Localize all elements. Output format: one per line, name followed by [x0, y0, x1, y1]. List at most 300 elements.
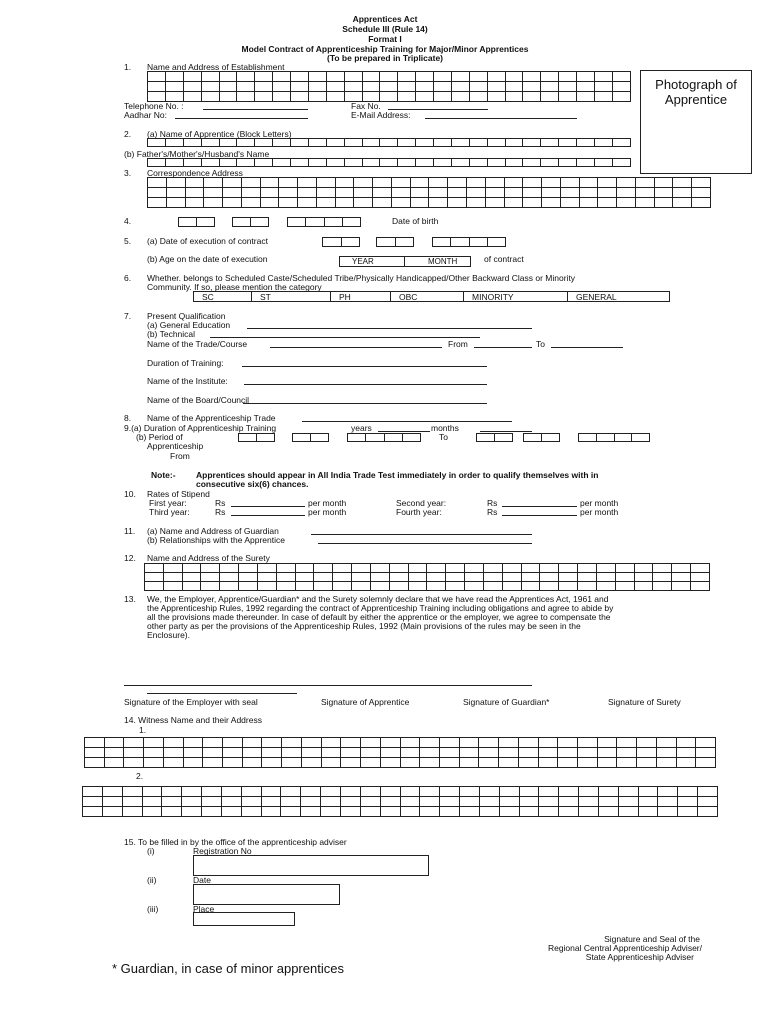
grid-cell[interactable] — [326, 139, 344, 147]
grid-cell[interactable] — [242, 758, 262, 768]
grid-cell[interactable] — [276, 573, 295, 582]
grid-cell[interactable] — [434, 159, 452, 167]
grid-cell[interactable] — [360, 807, 380, 817]
grid-cell[interactable] — [326, 159, 344, 167]
grid-cell[interactable] — [220, 564, 239, 573]
grid-cell[interactable] — [185, 198, 204, 208]
grid-cell[interactable] — [578, 564, 597, 573]
grid-cell[interactable] — [201, 159, 219, 167]
grid-cell[interactable] — [560, 178, 579, 188]
grid-cell[interactable] — [183, 159, 201, 167]
grid-cell[interactable] — [519, 787, 539, 797]
grid-cell[interactable] — [276, 582, 295, 591]
grid-cell[interactable] — [163, 573, 182, 582]
third-year-field[interactable] — [231, 515, 305, 516]
grid-cell[interactable] — [654, 178, 673, 188]
grid-cell[interactable] — [523, 178, 542, 188]
grid-cell[interactable] — [333, 582, 352, 591]
grid-cell[interactable] — [291, 82, 309, 92]
grid-cell[interactable] — [165, 72, 183, 82]
grid-cell[interactable] — [291, 92, 309, 102]
grid-cell[interactable] — [618, 807, 638, 817]
grid-cell[interactable] — [239, 434, 257, 442]
grid-cell[interactable] — [279, 198, 298, 208]
surety-grid[interactable] — [144, 563, 710, 591]
grid-cell[interactable] — [201, 92, 219, 102]
grid-cell[interactable] — [344, 92, 362, 102]
grid-cell[interactable] — [104, 758, 124, 768]
grid-cell[interactable] — [483, 582, 502, 591]
grid-cell[interactable] — [479, 758, 499, 768]
grid-cell[interactable] — [539, 787, 559, 797]
grid-cell[interactable] — [617, 198, 636, 208]
grid-cell[interactable] — [219, 82, 237, 92]
grid-cell[interactable] — [362, 72, 380, 82]
grid-cell[interactable] — [145, 564, 164, 573]
period-from-grid-3[interactable] — [347, 433, 421, 442]
grid-cell[interactable] — [377, 238, 396, 247]
grid-cell[interactable] — [341, 758, 361, 768]
grid-cell[interactable] — [301, 748, 321, 758]
grid-cell[interactable] — [440, 807, 460, 817]
grid-cell[interactable] — [459, 738, 479, 748]
grid-cell[interactable] — [420, 797, 440, 807]
grid-cell[interactable] — [505, 139, 523, 147]
grid-cell[interactable] — [144, 738, 164, 748]
grid-cell[interactable] — [221, 807, 241, 817]
grid-cell[interactable] — [361, 738, 381, 748]
grid-cell[interactable] — [370, 582, 389, 591]
grid-cell[interactable] — [308, 139, 326, 147]
grid-cell[interactable] — [673, 178, 692, 188]
grid-cell[interactable] — [366, 434, 384, 442]
grid-cell[interactable] — [352, 573, 371, 582]
grid-cell[interactable] — [122, 807, 142, 817]
grid-cell[interactable] — [559, 787, 579, 797]
years-field[interactable] — [378, 431, 430, 432]
grid-cell[interactable] — [389, 564, 408, 573]
grid-cell[interactable] — [298, 178, 317, 188]
grid-cell[interactable] — [308, 92, 326, 102]
grid-cell[interactable] — [182, 797, 202, 807]
grid-cell[interactable] — [321, 807, 341, 817]
grid-cell[interactable] — [241, 797, 261, 807]
grid-cell[interactable] — [344, 139, 362, 147]
grid-cell[interactable] — [295, 573, 314, 582]
grid-cell[interactable] — [577, 748, 597, 758]
grid-cell[interactable] — [416, 82, 434, 92]
grid-cell[interactable] — [519, 797, 539, 807]
grid-cell[interactable] — [612, 82, 630, 92]
grid-cell[interactable] — [559, 564, 578, 573]
trade-from-field[interactable] — [474, 347, 532, 348]
category-general[interactable]: GENERAL — [576, 291, 617, 302]
grid-cell[interactable] — [504, 178, 523, 188]
grid-cell[interactable] — [342, 218, 360, 227]
grid-cell[interactable] — [469, 82, 487, 92]
board-field[interactable] — [243, 403, 487, 404]
grid-cell[interactable] — [653, 564, 672, 573]
grid-cell[interactable] — [448, 188, 467, 198]
grid-cell[interactable] — [597, 758, 617, 768]
grid-cell[interactable] — [521, 564, 540, 573]
grid-cell[interactable] — [469, 139, 487, 147]
grid-cell[interactable] — [273, 92, 291, 102]
grid-cell[interactable] — [179, 218, 197, 227]
grid-cell[interactable] — [102, 787, 122, 797]
grid-cell[interactable] — [559, 139, 577, 147]
grid-cell[interactable] — [104, 748, 124, 758]
grid-cell[interactable] — [380, 82, 398, 92]
address-grid[interactable] — [147, 177, 711, 208]
grid-cell[interactable] — [656, 738, 676, 748]
grid-cell[interactable] — [673, 188, 692, 198]
grid-cell[interactable] — [221, 797, 241, 807]
grid-cell[interactable] — [612, 159, 630, 167]
grid-cell[interactable] — [380, 807, 400, 817]
grid-cell[interactable] — [596, 434, 614, 442]
category-obc[interactable]: OBC — [391, 292, 464, 301]
grid-cell[interactable] — [242, 738, 262, 748]
grid-cell[interactable] — [410, 188, 429, 198]
grid-cell[interactable] — [316, 198, 335, 208]
grid-cell[interactable] — [183, 139, 201, 147]
grid-cell[interactable] — [698, 807, 718, 817]
grid-cell[interactable] — [499, 787, 519, 797]
grid-cell[interactable] — [162, 807, 182, 817]
grid-cell[interactable] — [185, 188, 204, 198]
grid-cell[interactable] — [596, 573, 615, 582]
grid-cell[interactable] — [142, 807, 162, 817]
grid-cell[interactable] — [696, 758, 716, 768]
grid-cell[interactable] — [429, 198, 448, 208]
establishment-grid[interactable] — [147, 71, 631, 102]
grid-cell[interactable] — [439, 758, 459, 768]
grid-cell[interactable] — [85, 758, 105, 768]
grid-cell[interactable] — [541, 72, 559, 82]
grid-cell[interactable] — [541, 159, 559, 167]
grid-cell[interactable] — [384, 434, 402, 442]
grid-cell[interactable] — [165, 92, 183, 102]
grid-cell[interactable] — [465, 582, 484, 591]
grid-cell[interactable] — [440, 787, 460, 797]
category-minority[interactable]: MINORITY — [464, 292, 568, 301]
grid-cell[interactable] — [282, 738, 302, 748]
grid-cell[interactable] — [380, 139, 398, 147]
grid-cell[interactable] — [102, 807, 122, 817]
grid-cell[interactable] — [182, 582, 201, 591]
grid-cell[interactable] — [204, 198, 223, 208]
grid-cell[interactable] — [429, 178, 448, 188]
grid-cell[interactable] — [301, 738, 321, 748]
grid-cell[interactable] — [540, 582, 559, 591]
grid-cell[interactable] — [354, 198, 373, 208]
grid-cell[interactable] — [434, 82, 452, 92]
grid-cell[interactable] — [291, 72, 309, 82]
grid-cell[interactable] — [596, 564, 615, 573]
grid-cell[interactable] — [182, 573, 201, 582]
grid-cell[interactable] — [637, 738, 657, 748]
grid-cell[interactable] — [273, 139, 291, 147]
grid-cell[interactable] — [446, 573, 465, 582]
grid-cell[interactable] — [122, 787, 142, 797]
grid-cell[interactable] — [594, 139, 612, 147]
grid-cell[interactable] — [446, 564, 465, 573]
grid-cell[interactable] — [124, 748, 144, 758]
grid-cell[interactable] — [223, 758, 243, 768]
grid-cell[interactable] — [340, 807, 360, 817]
telephone-field[interactable] — [203, 109, 308, 110]
grid-cell[interactable] — [579, 807, 599, 817]
grid-cell[interactable] — [676, 758, 696, 768]
grid-cell[interactable] — [380, 738, 400, 748]
duration-field[interactable] — [242, 366, 487, 367]
second-year-field[interactable] — [502, 506, 577, 507]
grid-cell[interactable] — [344, 82, 362, 92]
grid-cell[interactable] — [223, 188, 242, 198]
grid-cell[interactable] — [672, 564, 691, 573]
grid-cell[interactable] — [673, 198, 692, 208]
grid-cell[interactable] — [237, 72, 255, 82]
period-to-grid-3[interactable] — [578, 433, 650, 442]
grid-cell[interactable] — [479, 797, 499, 807]
grid-cell[interactable] — [579, 198, 598, 208]
grid-cell[interactable] — [617, 758, 637, 768]
grid-cell[interactable] — [183, 82, 201, 92]
grid-cell[interactable] — [676, 748, 696, 758]
grid-cell[interactable] — [541, 92, 559, 102]
grid-cell[interactable] — [523, 139, 541, 147]
grid-cell[interactable] — [291, 139, 309, 147]
grid-cell[interactable] — [672, 582, 691, 591]
grid-cell[interactable] — [163, 738, 183, 748]
grid-cell[interactable] — [398, 92, 416, 102]
grid-cell[interactable] — [467, 188, 486, 198]
grid-cell[interactable] — [451, 92, 469, 102]
grid-cell[interactable] — [656, 748, 676, 758]
grid-cell[interactable] — [389, 573, 408, 582]
grid-cell[interactable] — [261, 787, 281, 797]
grid-cell[interactable] — [676, 738, 696, 748]
technical-field[interactable] — [210, 337, 480, 338]
grid-cell[interactable] — [451, 139, 469, 147]
father-name-grid[interactable] — [147, 158, 631, 167]
grid-cell[interactable] — [439, 748, 459, 758]
grid-cell[interactable] — [505, 82, 523, 92]
grid-cell[interactable] — [333, 573, 352, 582]
grid-cell[interactable] — [183, 738, 203, 748]
institute-field[interactable] — [244, 384, 487, 385]
grid-cell[interactable] — [612, 72, 630, 82]
grid-cell[interactable] — [282, 758, 302, 768]
age-box[interactable] — [339, 256, 471, 267]
guardian-relationship-field[interactable] — [318, 543, 532, 544]
grid-cell[interactable] — [427, 564, 446, 573]
grid-cell[interactable] — [465, 573, 484, 582]
grid-cell[interactable] — [361, 748, 381, 758]
grid-cell[interactable] — [83, 787, 103, 797]
grid-cell[interactable] — [400, 738, 420, 748]
grid-cell[interactable] — [335, 198, 354, 208]
grid-cell[interactable] — [656, 758, 676, 768]
grid-cell[interactable] — [499, 758, 519, 768]
grid-cell[interactable] — [487, 159, 505, 167]
exec-date-grid-3[interactable] — [432, 237, 506, 247]
grid-cell[interactable] — [460, 787, 480, 797]
grid-cell[interactable] — [257, 582, 276, 591]
grid-cell[interactable] — [219, 139, 237, 147]
grid-cell[interactable] — [391, 198, 410, 208]
grid-cell[interactable] — [429, 188, 448, 198]
grid-cell[interactable] — [692, 178, 711, 188]
grid-cell[interactable] — [440, 797, 460, 807]
grid-cell[interactable] — [279, 188, 298, 198]
grid-cell[interactable] — [451, 72, 469, 82]
grid-cell[interactable] — [502, 582, 521, 591]
grid-cell[interactable] — [293, 434, 311, 442]
grid-cell[interactable] — [144, 748, 164, 758]
grid-cell[interactable] — [391, 188, 410, 198]
grid-cell[interactable] — [148, 82, 166, 92]
grid-cell[interactable] — [448, 178, 467, 188]
grid-cell[interactable] — [518, 738, 538, 748]
place-field[interactable] — [193, 912, 295, 926]
grid-cell[interactable] — [615, 564, 634, 573]
grid-cell[interactable] — [398, 72, 416, 82]
grid-cell[interactable] — [255, 92, 273, 102]
grid-cell[interactable] — [635, 198, 654, 208]
grid-cell[interactable] — [237, 82, 255, 92]
grid-cell[interactable] — [594, 82, 612, 92]
apprentice-name-grid[interactable] — [147, 138, 631, 147]
grid-cell[interactable] — [237, 159, 255, 167]
grid-cell[interactable] — [314, 573, 333, 582]
grid-cell[interactable] — [479, 738, 499, 748]
grid-cell[interactable] — [348, 434, 366, 442]
grid-cell[interactable] — [223, 748, 243, 758]
grid-cell[interactable] — [577, 159, 595, 167]
grid-cell[interactable] — [408, 582, 427, 591]
grid-cell[interactable] — [308, 159, 326, 167]
grid-cell[interactable] — [577, 139, 595, 147]
grid-cell[interactable] — [344, 159, 362, 167]
grid-cell[interactable] — [398, 139, 416, 147]
grid-cell[interactable] — [439, 738, 459, 748]
grid-cell[interactable] — [577, 82, 595, 92]
grid-cell[interactable] — [298, 188, 317, 198]
general-education-field[interactable] — [247, 328, 532, 329]
grid-cell[interactable] — [434, 72, 452, 82]
witness-2-grid[interactable] — [82, 786, 718, 817]
grid-cell[interactable] — [560, 188, 579, 198]
grid-cell[interactable] — [341, 748, 361, 758]
grid-cell[interactable] — [502, 564, 521, 573]
grid-cell[interactable] — [558, 748, 578, 758]
grid-cell[interactable] — [487, 238, 505, 247]
grid-cell[interactable] — [523, 188, 542, 198]
grid-cell[interactable] — [219, 159, 237, 167]
grid-cell[interactable] — [389, 582, 408, 591]
grid-cell[interactable] — [499, 807, 519, 817]
grid-cell[interactable] — [341, 238, 360, 247]
grid-cell[interactable] — [203, 748, 223, 758]
grid-cell[interactable] — [560, 198, 579, 208]
grid-cell[interactable] — [276, 564, 295, 573]
grid-cell[interactable] — [201, 72, 219, 82]
grid-cell[interactable] — [539, 807, 559, 817]
grid-cell[interactable] — [427, 582, 446, 591]
grid-cell[interactable] — [316, 178, 335, 188]
grid-cell[interactable] — [469, 159, 487, 167]
grid-cell[interactable] — [479, 748, 499, 758]
grid-cell[interactable] — [598, 787, 618, 797]
grid-cell[interactable] — [678, 787, 698, 797]
grid-cell[interactable] — [298, 198, 317, 208]
grid-cell[interactable] — [301, 758, 321, 768]
grid-cell[interactable] — [638, 807, 658, 817]
grid-cell[interactable] — [223, 738, 243, 748]
grid-cell[interactable] — [281, 787, 301, 797]
grid-cell[interactable] — [698, 797, 718, 807]
grid-cell[interactable] — [617, 178, 636, 188]
grid-cell[interactable] — [541, 82, 559, 92]
grid-cell[interactable] — [579, 434, 597, 442]
grid-cell[interactable] — [505, 92, 523, 102]
grid-cell[interactable] — [262, 758, 282, 768]
grid-cell[interactable] — [204, 188, 223, 198]
grid-cell[interactable] — [321, 748, 341, 758]
grid-cell[interactable] — [653, 582, 672, 591]
grid-cell[interactable] — [598, 178, 617, 188]
grid-cell[interactable] — [241, 787, 261, 797]
grid-cell[interactable] — [183, 72, 201, 82]
grid-cell[interactable] — [598, 807, 618, 817]
grid-cell[interactable] — [542, 198, 561, 208]
apprenticeship-trade-field[interactable] — [302, 421, 512, 422]
photo-box[interactable] — [640, 70, 752, 174]
grid-cell[interactable] — [559, 573, 578, 582]
grid-cell[interactable] — [308, 72, 326, 82]
grid-cell[interactable] — [182, 807, 202, 817]
grid-cell[interactable] — [540, 564, 559, 573]
grid-cell[interactable] — [301, 787, 321, 797]
grid-cell[interactable] — [499, 748, 519, 758]
grid-cell[interactable] — [615, 582, 634, 591]
grid-cell[interactable] — [518, 758, 538, 768]
grid-cell[interactable] — [362, 139, 380, 147]
grid-cell[interactable] — [282, 748, 302, 758]
grid-cell[interactable] — [237, 139, 255, 147]
dob-grid-2[interactable] — [232, 217, 269, 227]
grid-cell[interactable] — [634, 573, 653, 582]
grid-cell[interactable] — [163, 758, 183, 768]
dob-grid-1[interactable] — [178, 217, 215, 227]
signature-line-long[interactable] — [124, 685, 532, 686]
grid-cell[interactable] — [83, 807, 103, 817]
grid-cell[interactable] — [380, 758, 400, 768]
grid-cell[interactable] — [634, 582, 653, 591]
grid-cell[interactable] — [321, 738, 341, 748]
grid-cell[interactable] — [202, 797, 222, 807]
grid-cell[interactable] — [102, 797, 122, 807]
grid-cell[interactable] — [519, 807, 539, 817]
grid-cell[interactable] — [202, 787, 222, 797]
grid-cell[interactable] — [416, 159, 434, 167]
grid-cell[interactable] — [420, 748, 440, 758]
grid-cell[interactable] — [467, 198, 486, 208]
grid-cell[interactable] — [559, 582, 578, 591]
grid-cell[interactable] — [144, 758, 164, 768]
